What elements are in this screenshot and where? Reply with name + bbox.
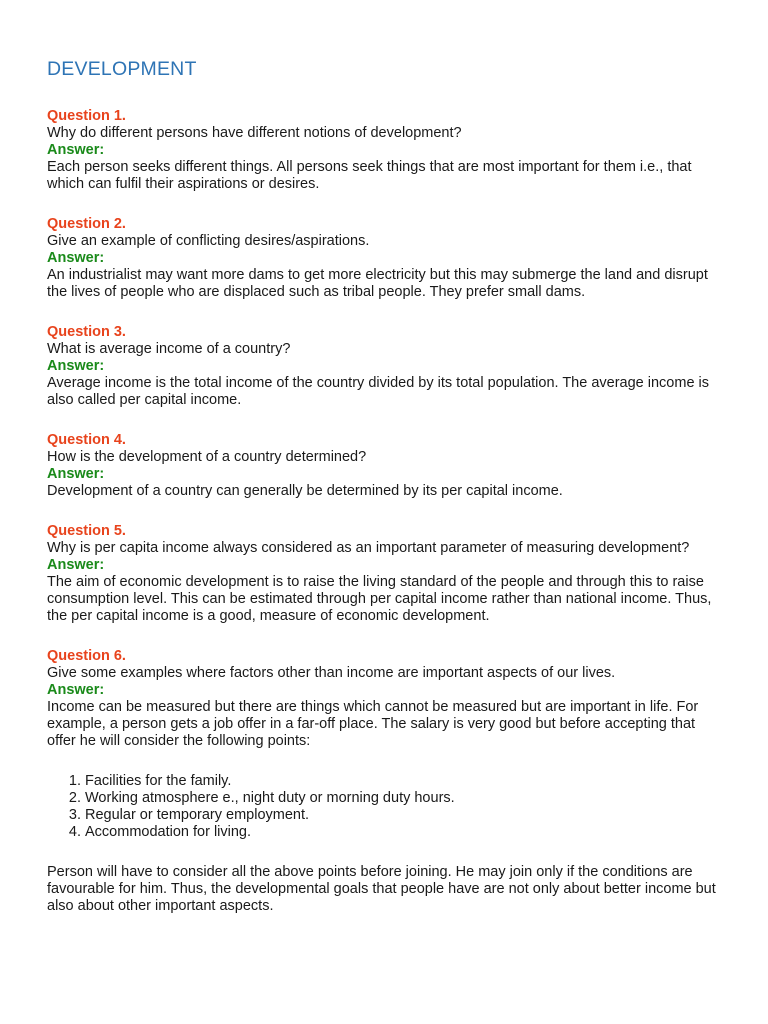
answer-label: Answer: [47,557,105,573]
question-text: Give an example of conflicting desires/aspirations. [47,233,370,249]
qa-block-1 [47,108,727,193]
answer-label: Answer: [47,142,105,158]
answer-label: Answer: [47,466,105,482]
question-label: Question 2. [47,216,126,232]
closing-paragraph: Person will have to consider all the above points before joining. He may join only if the conditions are favourable for him. Thus, the developmental goals that people have are not only about better income but also about other important aspects. [47,864,716,914]
list-item: 2. Working atmosphere e., night duty or morning duty hours. [85,790,727,807]
answer-text: Development of a country can generally be determined by its per capital income. [47,483,563,499]
question-text: How is the development of a country determined? [47,449,367,465]
answer-text: Average income is the total income of the country divided by its total population. The average income is also called per capital income. [47,375,710,408]
question-label: Question 3. [47,324,126,340]
list-item: 1. Facilities for the family. [85,773,727,790]
question-text: Why is per capita income always considered as an important parameter of measuring development? [47,540,690,556]
page-title: DEVELOPMENT [47,58,197,80]
answer-label: Answer: [47,682,105,698]
question-text: Give some examples where factors other than income are important aspects of our lives. [47,665,616,681]
answer-text: The aim of economic development is to raise the living standard of the people and through this to raise consumption level. This can be estimated through per capital income rather than national income. Thus, the per capital income is a good, measure of economic development. [47,574,712,624]
question-label: Question 1. [47,108,126,124]
list-item: 3. Regular or temporary employment. [85,807,727,824]
answer-text: Income can be measured but there are things which cannot be measured but are important in life. For example, a person gets a job offer in a far-off place. The salary is very good but before accepting that offer he will consider the following points: [47,699,699,749]
question-label: Question 4. [47,432,126,448]
answer-text: Each person seeks different things. All persons seek things that are most important for them i.e., that which can fulfil their aspirations or desires. [47,159,692,192]
answer-label: Answer: [47,358,105,374]
question-text: Why do different persons have different notions of development? [47,125,462,141]
question-label: Question 6. [47,648,126,664]
qa-block-2 [47,216,727,301]
answer-label: Answer: [47,250,105,266]
qa-block-5 [47,523,727,625]
qa-block-3 [47,324,727,409]
question-label: Question 5. [47,523,126,539]
list-item: 4. Accommodation for living. [85,824,727,841]
answer-text: An industrialist may want more dams to get more electricity but this may submerge the land and disrupt the lives of people who are displaced such as tribal people. They prefer small dams. [47,267,708,300]
document-page [47,58,727,915]
considerations-list [47,773,727,841]
qa-block-4 [47,432,727,500]
question-text: What is average income of a country? [47,341,291,357]
qa-block-6 [47,648,727,915]
